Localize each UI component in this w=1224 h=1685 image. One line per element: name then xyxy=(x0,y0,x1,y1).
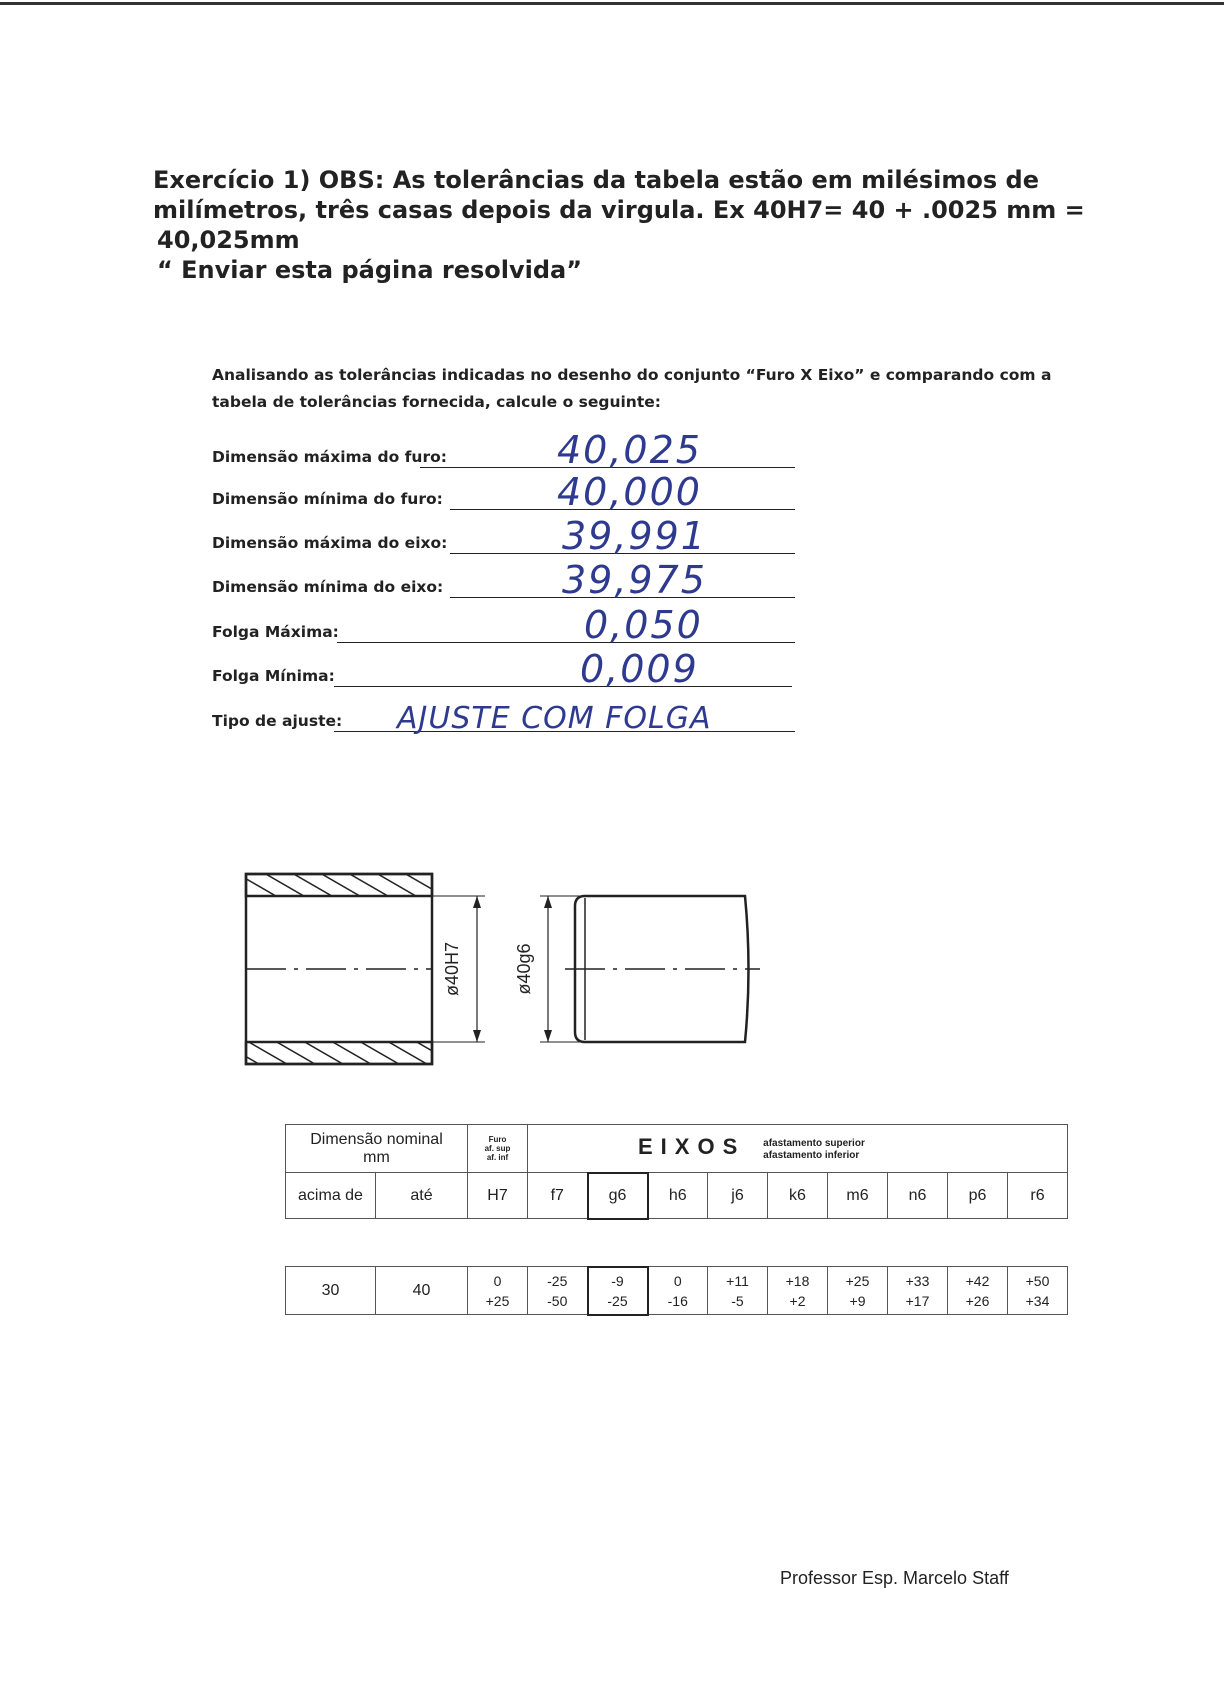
field-max-clearance xyxy=(212,605,812,645)
lower-deviation: +17 xyxy=(905,1292,930,1309)
lower-deviation: -25 xyxy=(607,1292,628,1309)
col-k6: k6 xyxy=(768,1173,828,1219)
lower-deviation: +9 xyxy=(849,1292,866,1309)
lower-deviation: +25 xyxy=(485,1292,510,1309)
nominal-unit-label: mm xyxy=(363,1148,390,1166)
val-h7 xyxy=(468,1267,528,1315)
col-to: até xyxy=(376,1173,468,1219)
col-m6: m6 xyxy=(828,1173,888,1219)
lower-deviation: -5 xyxy=(731,1292,744,1309)
table-row-30-40 xyxy=(286,1267,1068,1315)
exercise-heading xyxy=(153,165,1085,285)
shaft-dimension-label: ø40g6 xyxy=(514,943,534,995)
col-f7: f7 xyxy=(528,1173,588,1219)
furo-label: Furo xyxy=(488,1135,507,1144)
col-from: acima de xyxy=(286,1173,376,1219)
upper-deviation: +11 xyxy=(726,1272,749,1289)
hole-dimension-label: ø40H7 xyxy=(442,941,462,997)
answer-line xyxy=(334,686,792,687)
footer-author: Professor Esp. Marcelo Staff xyxy=(780,1568,1009,1588)
furo-sub-2: af. inf xyxy=(486,1153,509,1162)
intro-line-1: Analisando as tolerâncias indicadas no desenho do conjunto “Furo X Eixo” e comparando com a xyxy=(212,366,1052,384)
val-g6 xyxy=(588,1267,648,1315)
eixos-subtitle xyxy=(763,1138,865,1162)
val-j6 xyxy=(708,1267,768,1315)
field-max-shaft xyxy=(212,516,812,556)
upper-deviation: 0 xyxy=(493,1272,502,1289)
field-min-clearance xyxy=(212,649,812,689)
col-r6: r6 xyxy=(1008,1173,1068,1219)
val-k6 xyxy=(768,1267,828,1315)
tolerance-table xyxy=(285,1124,1068,1316)
answer-line xyxy=(337,642,795,643)
nominal-header-label: Dimensão nominal xyxy=(310,1130,443,1148)
page-top-border xyxy=(0,2,1224,5)
upper-deviation: -25 xyxy=(547,1272,568,1289)
intro-line-2: tabela de tolerâncias fornecida, calcule o seguinte: xyxy=(212,393,661,411)
eixos-sub-1: afastamento superior xyxy=(763,1138,865,1150)
nominal-header xyxy=(286,1125,468,1173)
field-label: Folga Mínima: xyxy=(212,667,335,685)
field-answer[interactable]: 39,975 xyxy=(562,558,707,602)
field-answer[interactable]: 40,025 xyxy=(557,428,702,472)
heading-line-3: 40,025mm xyxy=(157,226,300,254)
field-label: Dimensão máxima do eixo: xyxy=(212,534,448,552)
lower-deviation: +34 xyxy=(1025,1292,1050,1309)
col-j6: j6 xyxy=(708,1173,768,1219)
hole-shaft-drawing xyxy=(240,860,800,1080)
field-label: Dimensão mínima do eixo: xyxy=(212,578,444,596)
val-p6 xyxy=(948,1267,1008,1315)
field-answer[interactable]: 39,991 xyxy=(562,514,707,558)
col-p6: p6 xyxy=(948,1173,1008,1219)
table-header-row xyxy=(286,1125,1068,1173)
val-m6 xyxy=(828,1267,888,1315)
col-h6: h6 xyxy=(648,1173,708,1219)
val-h6 xyxy=(648,1267,708,1315)
field-label: Folga Máxima: xyxy=(212,623,339,641)
field-min-shaft xyxy=(212,560,812,600)
eixos-title: EIXOS xyxy=(638,1134,746,1160)
field-answer[interactable]: 40,000 xyxy=(557,470,702,514)
table-break xyxy=(286,1219,1068,1267)
eixos-header xyxy=(528,1125,1068,1173)
field-answer[interactable]: 0,009 xyxy=(580,647,699,691)
eixos-sub-2: afastamento inferior xyxy=(763,1150,860,1162)
furo-header xyxy=(468,1125,528,1173)
exercise-intro xyxy=(212,362,1072,416)
lower-deviation: +26 xyxy=(965,1292,990,1309)
field-fit-type xyxy=(212,694,812,734)
heading-line-1: Exercício 1) OBS: As tolerâncias da tabela estão em milésimos de xyxy=(153,166,1039,194)
col-n6: n6 xyxy=(888,1173,948,1219)
furo-sub-1: af. sup xyxy=(484,1144,511,1153)
upper-deviation: +25 xyxy=(845,1272,870,1289)
field-min-hole xyxy=(212,472,812,512)
table-break-cell xyxy=(286,1219,1068,1267)
lower-deviation: -16 xyxy=(667,1292,688,1309)
col-h7: H7 xyxy=(468,1173,528,1219)
field-max-hole xyxy=(212,430,812,470)
row-to: 40 xyxy=(376,1267,468,1315)
field-answer[interactable]: 0,050 xyxy=(584,603,703,647)
val-f7 xyxy=(528,1267,588,1315)
upper-deviation: +50 xyxy=(1025,1272,1050,1289)
val-r6 xyxy=(1008,1267,1068,1315)
val-n6 xyxy=(888,1267,948,1315)
upper-deviation: +33 xyxy=(905,1272,930,1289)
upper-deviation: +42 xyxy=(965,1272,990,1289)
field-answer[interactable]: AJUSTE COM FOLGA xyxy=(397,701,712,736)
field-label: Dimensão máxima do furo: xyxy=(212,448,447,466)
heading-line-4: “ Enviar esta página resolvida” xyxy=(157,256,583,284)
heading-line-2: milímetros, três casas depois da virgula. Ex 40H7= 40 + .0025 mm = xyxy=(153,196,1085,224)
field-label: Dimensão mínima do furo: xyxy=(212,490,443,508)
upper-deviation: 0 xyxy=(673,1272,682,1289)
lower-deviation: +2 xyxy=(789,1292,806,1309)
field-label: Tipo de ajuste: xyxy=(212,712,343,730)
table-column-row xyxy=(286,1173,1068,1219)
lower-deviation: -50 xyxy=(547,1292,568,1309)
upper-deviation: -9 xyxy=(611,1272,624,1289)
upper-deviation: +18 xyxy=(785,1272,810,1289)
shaft-part xyxy=(540,896,760,1042)
row-from: 30 xyxy=(286,1267,376,1315)
col-g6: g6 xyxy=(588,1173,648,1219)
